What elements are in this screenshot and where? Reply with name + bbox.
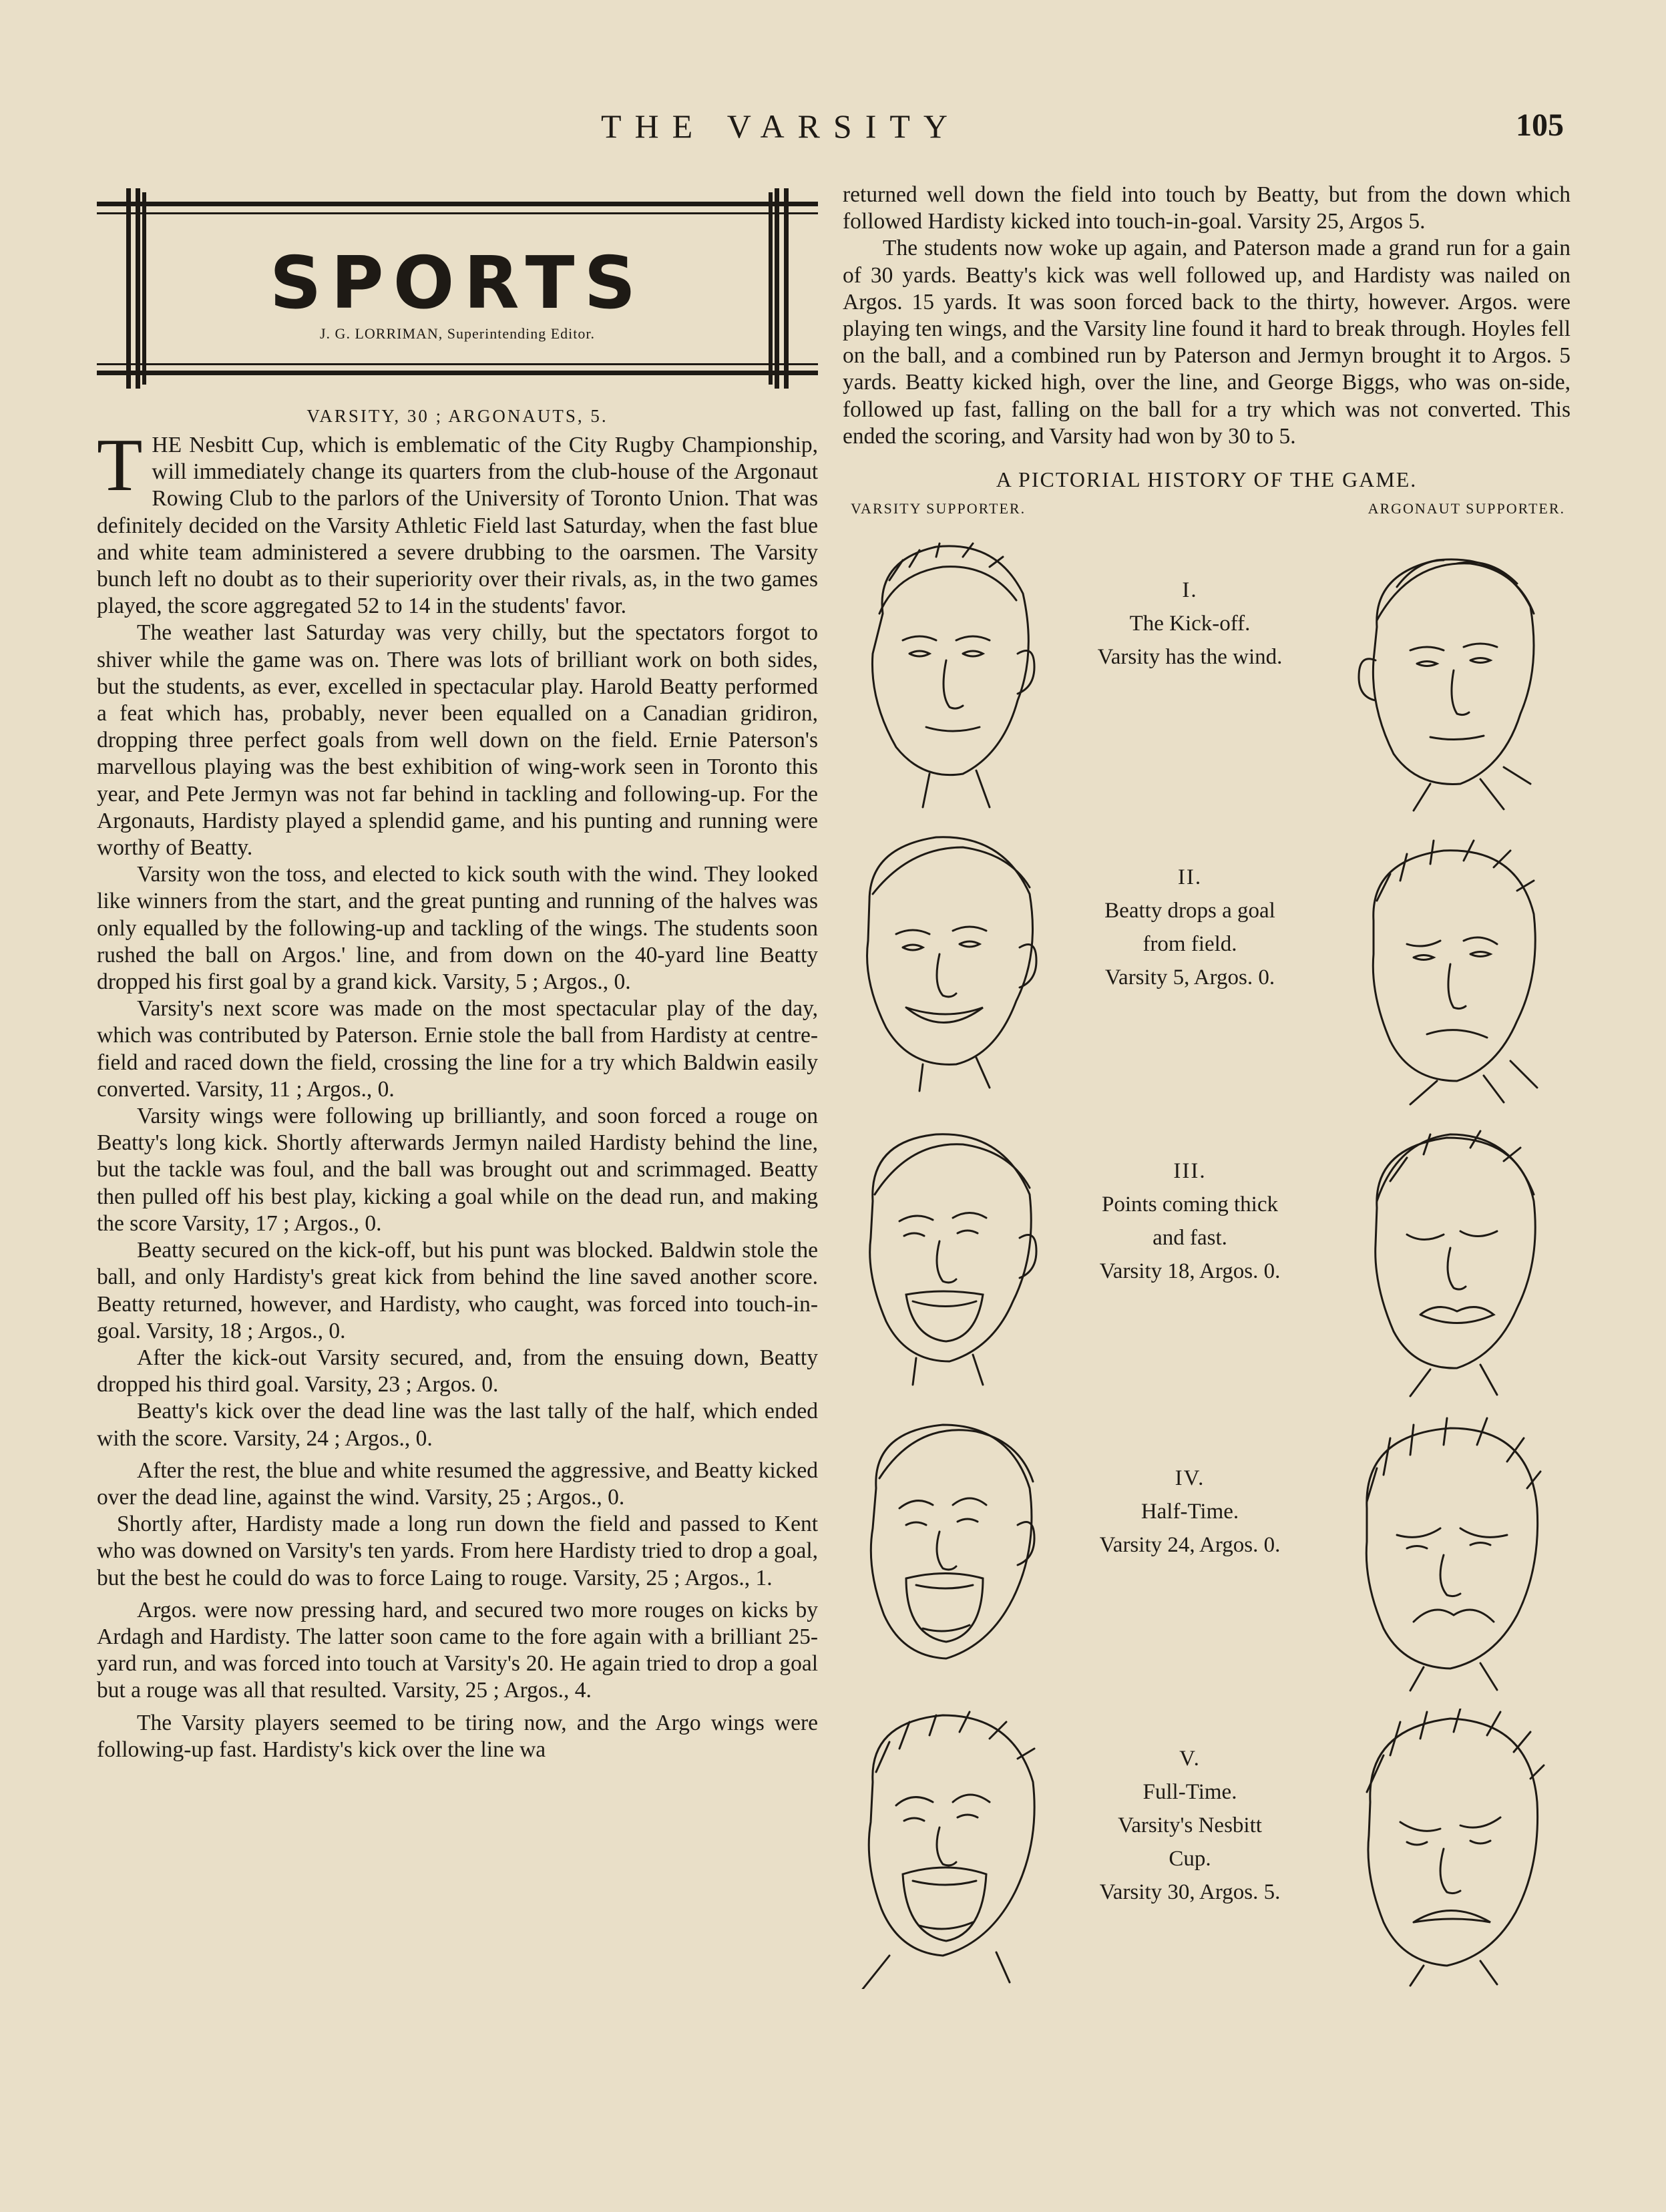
panel-fulltime <box>843 1709 1571 1996</box>
caption-line: Beatty drops a goal <box>1104 899 1275 923</box>
caption-line: and fast. <box>1153 1226 1227 1251</box>
caption-line: Varsity 5, Argos. 0. <box>1104 965 1275 990</box>
caption-line: Varsity 30, Argos. 5. <box>1099 1880 1281 1905</box>
panel-caption <box>1056 1742 1323 1909</box>
argonaut-supporter-label: ARGONAUT SUPPORTER. <box>1368 500 1565 517</box>
article-paragraph: Varsity won the toss, and elected to kick south with the wind. They looked like winners from the start, and the great punting and running of the halves was only equalled by the following-up and tackling of the wings. The students soon rushed the ball on Argos.' line, and from down on the 40-yard line Beatty dropped his first goal by a grand kick. Varsity, 5 ; Argos., 0. <box>97 862 818 995</box>
sports-banner <box>97 188 818 389</box>
article-paragraph: THE Nesbitt Cup, which is emblematic of the City Rugby Championship, will immediately change its quarters from the club-house of the Argonaut Rowing Club to the parlors of the University of Toronto Union. That was definitely decided on the Varsity Athletic Field last Saturday, when the fast blue and white team administered a severe drubbing to the oarsmen. The Varsity bunch left no doubt as to their superiority over their rivals, as, in the two games played, the score aggregated 52 to 14 in the students' favor. <box>97 424 818 619</box>
caption-line: Cup. <box>1169 1847 1211 1871</box>
article-paragraph: Varsity wings were following up brilliantly, and soon forced a rouge on Beatty's long kick. Shortly afterwards Jermyn nailed Hardisty behind the line, but the tackle was foul, and the ball was brought out and scrimmaged. Beatty then pulled off his best play, kicking a goal while on the dead run, and making the score Varsity, 17 ; Argos., 0. <box>97 1104 818 1236</box>
panel-numeral: I. <box>1182 578 1198 603</box>
varsity-supporter-face-calm <box>843 533 1043 814</box>
argonaut-supporter-face-calm <box>1337 533 1550 814</box>
supporter-labels <box>843 500 1571 527</box>
drop-cap: T <box>97 424 143 507</box>
article-body-left <box>97 424 818 1763</box>
page-number: 105 <box>1516 107 1564 143</box>
right-column <box>843 182 1571 2016</box>
article-paragraph: Beatty's kick over the dead line was the last tally of the half, which ended with the score. Varsity, 24 ; Argos., 0. <box>97 1399 818 1451</box>
argonaut-supporter-face-grimacing <box>1337 1121 1550 1401</box>
panel-caption <box>1056 1154 1323 1288</box>
panel-caption <box>1056 574 1323 674</box>
varsity-supporter-label: VARSITY SUPPORTER. <box>851 500 1026 517</box>
varsity-supporter-face-laughing <box>843 1121 1043 1401</box>
panel-caption <box>1056 1462 1323 1562</box>
varsity-supporter-face-cheering <box>843 1415 1043 1695</box>
article-paragraph: The weather last Saturday was very chilly, but the spectators forgot to shiver while the game was on. There was lots of brilliant work on both sides, but the students, as ever, excelled in spectacular play. Harold Beatty performed a feat which has, probably, never been equalled on a Canadian gridiron, dropping three perfect goals from well down on the field. Ernie Paterson's marvellous playing was the best exhibition of wing-work seen in Toronto this year, and Pete Jermyn was not far behind in tackling and following-up. For the Argonauts, Hardisty played a splendid game, and his punting and running were worthy of Beatty. <box>97 620 818 861</box>
caption-line: Varsity has the wind. <box>1097 645 1283 670</box>
pictorial-panels <box>843 533 1571 2016</box>
caption-line: from field. <box>1142 932 1237 957</box>
panel-kickoff <box>843 533 1571 821</box>
panel-numeral: IV. <box>1175 1466 1205 1491</box>
section-title: SPORTS <box>269 242 646 325</box>
left-column <box>97 188 818 1763</box>
running-head <box>0 107 1666 154</box>
caption-line: Points coming thick <box>1102 1192 1278 1217</box>
article-paragraph: After the kick-out Varsity secured, and, from the ensuing down, Beatty dropped his third goal. Varsity, 23 ; Argos. 0. <box>97 1345 818 1397</box>
article-paragraph: returned well down the field into touch by Beatty, but from the down which followed Hardisty kicked into touch-in-goal. Varsity 25, Argos 5. <box>843 182 1571 234</box>
article-score-heading: VARSITY, 30 ; ARGONAUTS, 5. <box>306 406 608 426</box>
varsity-supporter-face-triumphant <box>843 1709 1043 1989</box>
caption-line: The Kick-off. <box>1129 612 1251 636</box>
running-title: THE VARSITY <box>601 107 962 145</box>
panel-numeral: II. <box>1177 865 1203 890</box>
article-paragraph: Argos. were now pressing hard, and secured two more rouges on kicks by Ardagh and Hardisty. The latter soon came to the fore again with a brilliant 25-yard run, and was forced into touch at Varsity's 20. He again tried to drop a goal but a rouge was all that resulted. Varsity, 25 ; Argos., 4. <box>97 1597 818 1703</box>
panel-points <box>843 1121 1571 1408</box>
pictorial-heading: A PICTORIAL HISTORY OF THE GAME. <box>996 467 1418 492</box>
varsity-supporter-face-smiling <box>843 827 1043 1108</box>
argonaut-supporter-face-worried <box>1337 827 1550 1108</box>
article-paragraph: After the rest, the blue and white resumed the aggressive, and Beatty kicked over the dead line, against the wind. Varsity, 25 ; Argos., 0. <box>97 1458 818 1510</box>
caption-line: Varsity 24, Argos. 0. <box>1099 1533 1281 1558</box>
panel-halftime <box>843 1415 1571 1702</box>
caption-line: Full-Time. <box>1142 1780 1237 1805</box>
editor-credit: J. G. LORRIMAN, Superintending Editor. <box>320 325 595 342</box>
caption-line: Varsity's Nesbitt <box>1118 1813 1262 1838</box>
article-paragraph: Shortly after, Hardisty made a long run down the field and passed to Kent who was downed on Varsity's ten yards. From here Hardisty tried to drop a goal, but the best he could do was to force Laing to rouge. Varsity, 25 ; Argos., 1. <box>97 1512 818 1590</box>
argonaut-supporter-face-despairing <box>1337 1709 1550 1989</box>
caption-line: Varsity 18, Argos. 0. <box>1099 1259 1281 1284</box>
panel-drop-goal <box>843 827 1571 1114</box>
panel-numeral: V. <box>1179 1747 1201 1771</box>
panel-caption <box>1056 861 1323 994</box>
caption-line: Half-Time. <box>1140 1500 1239 1524</box>
article-paragraph: Beatty secured on the kick-off, but his punt was blocked. Baldwin stole the ball, and only Hardisty's great kick from behind the line saved another score. Beatty returned, however, and Hardisty, who caught, was forced into touch-in-goal. Varsity, 18 ; Argos., 0. <box>97 1238 818 1343</box>
article-paragraph: The students now woke up again, and Paterson made a grand run for a gain of 30 yards. Beatty's kick was well followed up, and Hardisty was nailed on Argos. 15 yards. It was soon forced back to the thirty, however. Argos. were playing ten wings, and the Varsity line found it hard to break through. Hoyles fell on the ball, and a combined run by Paterson and Jermyn brought it to Argos. 5 yards. Beatty kicked high, over the line, and George Biggs, who was on-side, followed up fast, falling on the ball for a try which was not converted. This ended the scoring, and Varsity had won by 30 to 5. <box>843 236 1571 449</box>
argonaut-supporter-face-scowling <box>1337 1415 1550 1695</box>
panel-numeral: III. <box>1173 1159 1207 1184</box>
article-paragraph: Varsity's next score was made on the most spectacular play of the day, which was contributed by Paterson. Ernie stole the ball from Hardisty at centre-field and raced down the field, crossing the line for a try which Baldwin easily converted. Varsity, 11 ; Argos., 0. <box>97 996 818 1102</box>
article-body-right <box>843 182 1571 450</box>
article-paragraph: The Varsity players seemed to be tiring now, and the Argo wings were following-up fast. Hardisty's kick over the line wa <box>97 1710 818 1762</box>
